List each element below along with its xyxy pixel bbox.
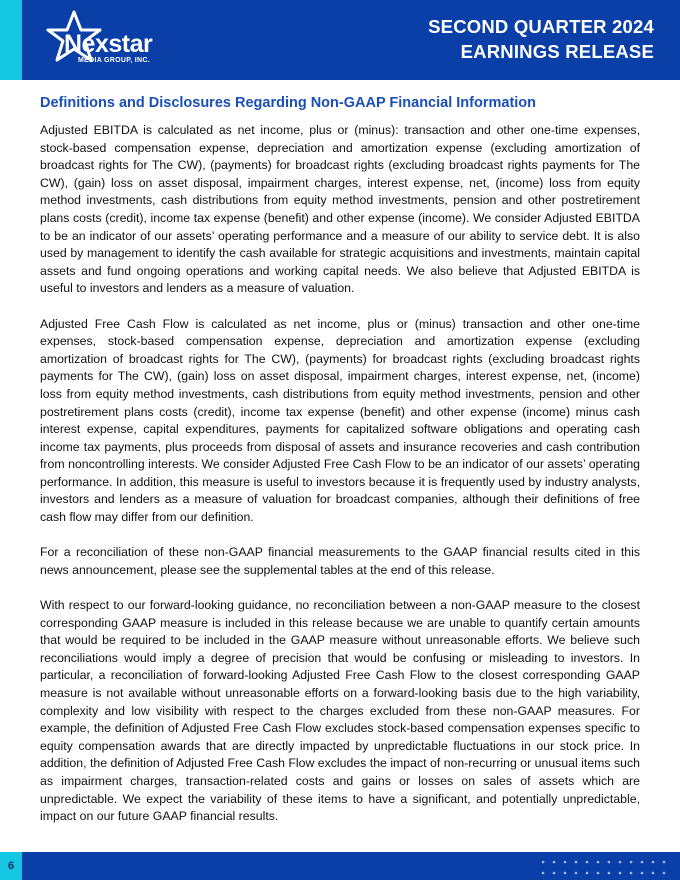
- logo-wordmark: Nexstar: [64, 30, 153, 58]
- logo-subtitle: MEDIA GROUP, INC.: [78, 57, 150, 64]
- decorative-dots-icon: [540, 856, 670, 878]
- report-title-line1: SECOND QUARTER 2024: [428, 16, 654, 37]
- page-number: 6: [0, 852, 22, 880]
- page-footer: [0, 852, 680, 880]
- section-heading: Definitions and Disclosures Regarding Non-GAAP Financial Information: [40, 95, 537, 111]
- paragraph-forward-looking-guidance: With respect to our forward-looking guidance, no reconciliation between a non-GAAP measure to the closest corresponding GAAP measure is included in this release because we are unable to quantify certain amounts that would be required to be included in the GAAP measure without unreasonable efforts. We believe such reconciliations would imply a degree of precision that would be confusing or misleading to investors. In particular, a reconciliation of forward-looking Adjusted Free Cash Flow to the closest corresponding GAAP measure is not available without unreasonable efforts on a forward-looking basis due to the high variability, complexity and low visibility with respect to the charges excluded from these non-GAAP measures. For example, the definition of Adjusted Free Cash Flow excludes stock-based compensation expenses specific to equity compensation awards that are directly impacted by unpredictable fluctuations in our stock price. In addition, the definition of Adjusted Free Cash Flow excludes the impact of non-recurring or unusual items such as impairment charges, transaction-related costs and gains or losses on sales of assets which are unpredictable. We expect the variability of these items to have a significant, and potentially unpredictable, impact on our future GAAP financial results.: [40, 598, 640, 824]
- nexstar-logo: [34, 10, 174, 72]
- paragraph-reconciliation: For a reconciliation of these non-GAAP financial measurements to the GAAP financial results cited in this news announcement, please see the supplemental tables at the end of this release.: [40, 545, 640, 577]
- report-title-line2: EARNINGS RELEASE: [460, 41, 654, 62]
- paragraph-adjusted-ebitda: Adjusted EBITDA is calculated as net income, plus or (minus): transaction and other one-time expenses, stock-based compensation expense, depreciation and amortization expense (excluding amortization of broadcast rights for The CW), (payments) for broadcast rights (excluding broadcast rights payments for The CW), (gain) loss on asset disposal, impairment charges, interest expense, net, (income) loss from equity method investments, cash distributions from equity method investments, pension and other postretirement plans costs (credit), income tax expense (benefit) and other expense (income). We consider Adjusted EBITDA to be an indicator of our assets’ operating performance and a measure of our ability to service debt. It is also used by management to identify the cash available for strategic acquisitions and investments, maintain capital assets and fund ongoing operations and working capital needs. We also believe that Adjusted EBITDA is useful to investors and lenders as a measure of valuation.: [40, 123, 640, 296]
- report-title: [428, 14, 654, 64]
- paragraph-adjusted-free-cash-flow: Adjusted Free Cash Flow is calculated as net income, plus or (minus) transaction and other one-time expenses, stock-based compensation expense, depreciation and amortization expense (excluding amortization of broadcast rights for The CW), (payments) for broadcast rights (excluding broadcast rights payments for The CW), (gain) loss on asset disposal, impairment charges, interest expense, net, (income) loss from equity method investments, cash distributions from equity method investments, pension and other postretirement plans costs (credit), income tax expense (benefit) and other expense (income) minus cash interest expense, capital expenditures, payments for capitalized software obligations and operating cash income tax payments, plus proceeds from disposal of assets and insurance recoveries and cash contribution from noncontrolling interests. We consider Adjusted Free Cash Flow to be an indicator of our assets’ operating performance. In addition, this measure is useful to investors because it is frequently used by industry analysts, investors and lenders as a measure of valuation for broadcast companies, although their definitions of free cash flow may differ from our definition.: [40, 316, 640, 525]
- page-header: [0, 0, 680, 80]
- section-body: [40, 122, 640, 843]
- header-accent-strip: [0, 0, 22, 80]
